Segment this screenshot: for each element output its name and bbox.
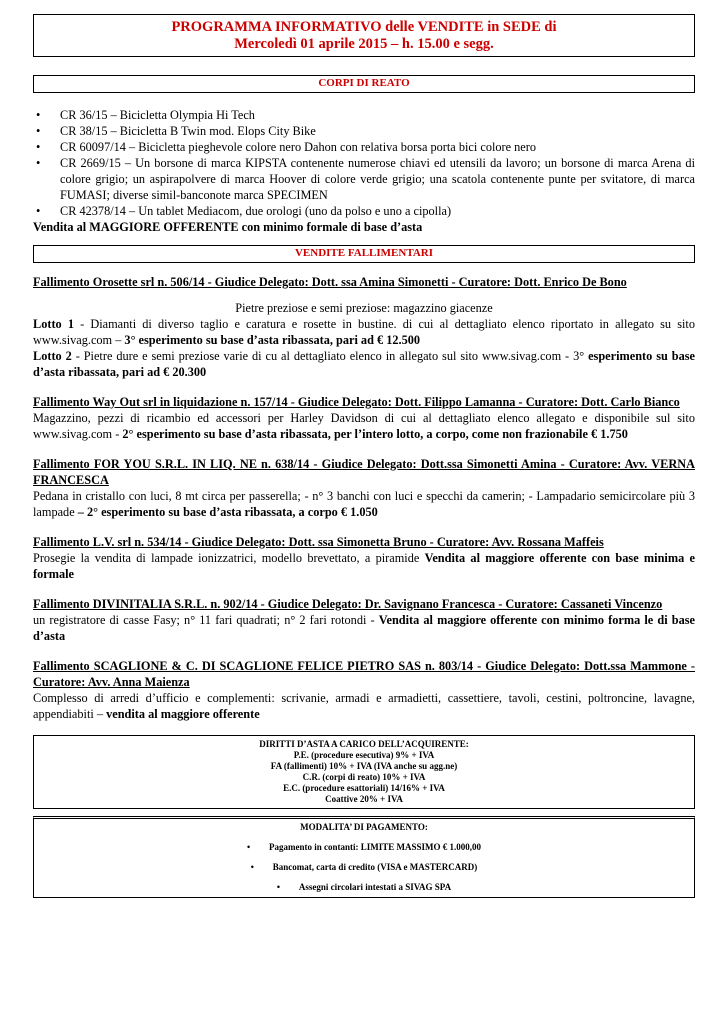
list-item: • CR 2669/15 – Un borsone di marca KIPSTA contenente numerose chiavi ed utensili da lavoro; un borsone di marca Arena di colore grigio; un aspirapolvere di marca Hoover di colore verde grigio; una scatola contenente punte per svitatore, di marca FUMASI; diverse simil-banconote marca SPECIMEN xyxy=(33,156,695,204)
pagamento-item: Assegni circolari intestati a SIVAG SPA xyxy=(298,881,452,892)
bullet-icon: • xyxy=(276,881,281,892)
fallimento-heading: Fallimento SCAGLIONE & C. DI SCAGLIONE FELICE PIETRO SAS n. 803/14 - Giudice Delegato: Dott.ssa Mammone - Curatore: Avv. Anna Maienza xyxy=(33,658,695,689)
fallimento-lv xyxy=(33,535,695,583)
document-title-line1: PROGRAMMA INFORMATIVO delle VENDITE in SEDE di xyxy=(171,19,557,35)
fallimento-description xyxy=(33,489,695,521)
fallimento-description xyxy=(33,411,695,443)
lot-2-text: - Pietre dure e semi preziose varie di cu al dettagliato elenco in allegato sul sito www.sivag.com - 3° xyxy=(71,348,589,363)
bullet-icon: • xyxy=(246,841,251,852)
lot-2-paragraph xyxy=(33,349,695,381)
fallimento-heading: Fallimento Way Out srl in liquidazione n. 157/14 - Giudice Delegato: Dott. Filippo Lamanna - Curatore: Dott. Carlo Bianco xyxy=(33,394,680,409)
fallimento-way-out xyxy=(33,395,695,443)
fallimento-price: 2° esperimento su base d’asta ribassata, per l’intero lotto, a corpo, come non frazionabile € 1.750 xyxy=(122,426,628,441)
corpi-di-reato-list xyxy=(33,108,695,220)
fallimento-heading: Fallimento FOR YOU S.R.L. IN LIQ. NE n. 638/14 - Giudice Delegato: Dott.ssa Simonetti Amina - Curatore: Avv. VERNA FRANCESCA xyxy=(33,456,695,487)
diritti-heading: DIRITTI D’ASTA A CARICO DELL’ACQUIRENTE: xyxy=(259,738,469,749)
fallimento-description xyxy=(33,613,695,645)
list-item: • CR 42378/14 – Un tablet Mediacom, due orologi (uno da polso e uno a cipolla) xyxy=(33,204,695,220)
section-heading-vendite-fallimentari: VENDITE FALLIMENTARI xyxy=(33,245,695,263)
diritti-asta-box xyxy=(33,735,695,809)
fallimento-heading: Fallimento L.V. srl n. 534/14 - Giudice Delegato: Dott. ssa Simonetta Bruno - Curatore: Avv. Rossana Maffeis xyxy=(33,534,604,549)
list-item xyxy=(34,842,694,853)
diritti-line: E.C. (procedure esattoriali) 14/16% + IVA xyxy=(283,782,445,793)
diritti-line: FA (fallimenti) 10% + IVA (IVA anche su agg.ne) xyxy=(270,760,458,771)
list-item: • CR 38/15 – Bicicletta B Twin mod. Elops City Bike xyxy=(33,124,695,140)
lot-1-label: Lotto 1 xyxy=(33,316,74,331)
fallimento-text: Magazzino, pezzi di ricambio ed accessori per Harley Davidson di cui al dettagliato elenco allegato e disponibile sul sito www.sivag.com - xyxy=(33,410,695,441)
fallimento-sale-note: Vendita al maggiore offerente con minimo forma le di base d’asta xyxy=(33,612,695,643)
diritti-line: Coattive 20% + IVA xyxy=(325,793,403,804)
pagamento-heading: MODALITA’ DI PAGAMENTO: xyxy=(300,821,428,832)
fallimento-heading: Fallimento Orosette srl n. 506/14 - Giudice Delegato: Dott. ssa Amina Simonetti - Curatore: Dott. Enrico De Bono xyxy=(33,274,627,289)
fallimento-description xyxy=(33,691,695,723)
fallimento-heading: Fallimento DIVINITALIA S.R.L. n. 902/14 - Giudice Delegato: Dr. Savignano Francesca - Curatore: Cassaneti Vincenzo xyxy=(33,596,663,611)
list-item: • CR 60097/14 – Bicicletta pieghevole colore nero Dahon con relativa borsa porta bici colore nero xyxy=(33,140,695,156)
fallimento-subtitle: Pietre preziose e semi preziose: magazzino giacenze xyxy=(235,300,493,315)
fallimento-text: un registratore di casse Fasy; n° 11 fari quadrati; n° 2 fari rotondi - xyxy=(33,612,379,627)
list-item xyxy=(34,862,694,873)
fallimento-sale-note: Vendita al maggiore offerente con base minima e formale xyxy=(33,550,695,581)
document-page xyxy=(33,14,695,898)
lot-2-label: Lotto 2 xyxy=(33,348,72,363)
fallimento-sale-note: vendita al maggiore offerente xyxy=(106,706,260,721)
bullet-icon: • xyxy=(250,861,254,872)
fallimento-scaglione xyxy=(33,659,695,723)
modalita-pagamento-box xyxy=(33,816,695,898)
fallimento-orosette xyxy=(33,275,695,381)
fallimento-price: – 2° esperimento su base d’asta ribassata, a corpo € 1.050 xyxy=(77,504,378,519)
fallimento-text: Prosegie la vendita di lampade ionizzatrici, modello brevettato, a piramide xyxy=(33,550,425,565)
lot-2-price: esperimento su base d’asta ribassata, pari ad € 20.300 xyxy=(33,348,695,379)
corpi-sale-note: Vendita al MAGGIORE OFFERENTE con minimo formale di base d’asta xyxy=(33,219,423,234)
document-title-box xyxy=(33,14,695,57)
pagamento-item: Bancomat, carta di credito (VISA e MASTERCARD) xyxy=(272,861,478,872)
fallimento-text: Pedana in cristallo con luci, 8 mt circa per passerella; - n° 3 banchi con luci e specchi da camerin; - Lampadario semicircolare più 3 lampade xyxy=(33,488,695,519)
document-title-line2: Mercoledì 01 aprile 2015 – h. 15.00 e segg. xyxy=(234,36,494,52)
fallimento-for-you xyxy=(33,457,695,521)
lot-1-paragraph xyxy=(33,317,695,349)
fallimento-description xyxy=(33,551,695,583)
diritti-line: P.E. (procedure esecutiva) 9% + IVA xyxy=(293,749,435,760)
section-heading-corpi-di-reato: CORPI DI REATO xyxy=(33,75,695,93)
lot-1-text: - Diamanti di diverso taglio e caratura e rosette in bustine. di cui al dettagliato elenco riportato in allegato su sito www.sivag.com – xyxy=(33,316,695,347)
list-item xyxy=(34,882,694,893)
list-item: • CR 36/15 – Bicicletta Olympia Hi Tech xyxy=(33,108,695,124)
fallimento-text: Complesso di arredi d’ufficio e complementi: scrivanie, armadi e armadietti, cassettiere, tavoli, cestini, poltroncine, lavagne, appendiabiti – xyxy=(33,690,695,721)
lot-1-price: 3° esperimento su base d’asta ribassata, pari ad € 12.500 xyxy=(124,332,421,347)
fallimento-divinitalia xyxy=(33,597,695,645)
pagamento-item: Pagamento in contanti: LIMITE MASSIMO € 1.000,00 xyxy=(268,841,481,852)
diritti-line: C.R. (corpi di reato) 10% + IVA xyxy=(302,771,426,782)
